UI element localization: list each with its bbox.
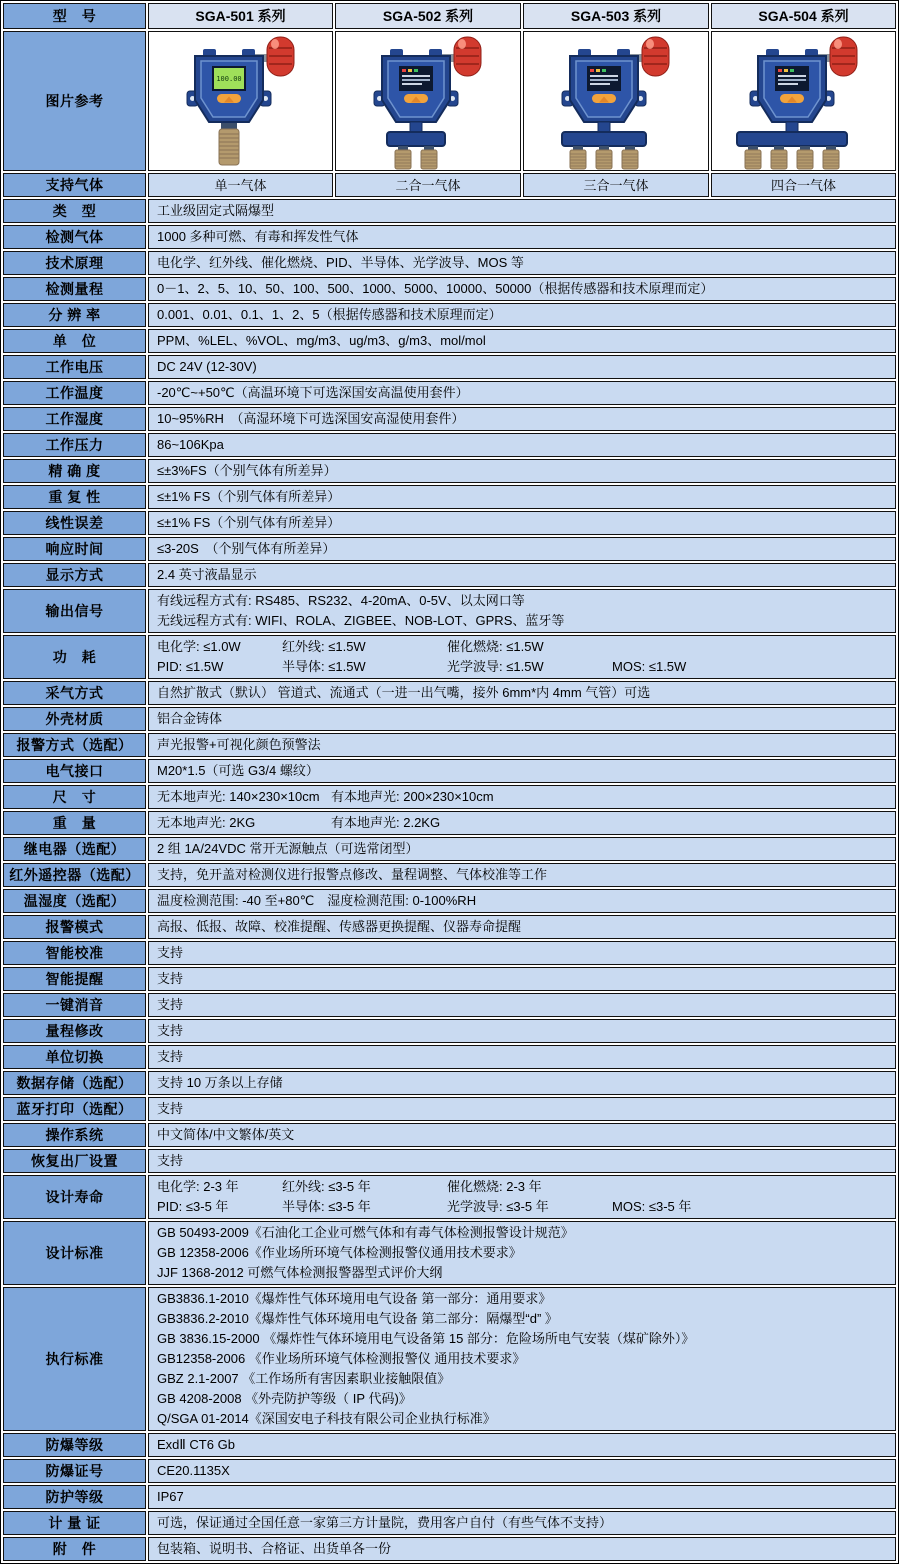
spec-table [1,1,898,1563]
spec-row [3,433,896,457]
spec-row [3,1019,896,1043]
row-label: 线性误差 [3,511,146,535]
value-cell: 半导体: ≤1.5W [282,659,366,674]
value-line: GB12358-2006 《作业场所环境气体检测报警仪 通用技术要求》 [157,1351,526,1366]
image-row [3,31,896,171]
device-image-sga-504 [714,32,894,170]
spec-row [3,1071,896,1095]
row-value: 支持 [148,1149,896,1173]
row-label: 智能校准 [3,941,146,965]
value-cell: PID: ≤3-5 年 [157,1199,229,1214]
row-value [148,1221,896,1285]
spec-row [3,1097,896,1121]
row-value: IP67 [148,1485,896,1509]
row-value: ≤±1% FS（个别气体有所差异） [148,485,896,509]
row-value: 电化学、红外线、催化燃烧、PID、半导体、光学波导、MOS 等 [148,251,896,275]
product-image-cell [335,31,521,171]
spec-row [3,733,896,757]
gas-sensors [387,122,445,169]
value-cell: 红外线: ≤3-5 年 [282,1179,371,1194]
row-label: 防爆证号 [3,1459,146,1483]
row-label: 执行标准 [3,1287,146,1431]
row-label: 附 件 [3,1537,146,1561]
row-label: 红外遥控器（选配） [3,863,146,887]
row-label: 蓝牙打印（选配） [3,1097,146,1121]
spec-row [3,537,896,561]
value-cell: 有本地声光: 200×230×10cm [331,789,494,804]
row-label: 精 确 度 [3,459,146,483]
supported-gas-cell: 二合一气体 [335,173,521,197]
row-value: 2.4 英寸液晶显示 [148,563,896,587]
row-label: 重 复 性 [3,485,146,509]
spec-row [3,785,896,809]
row-label: 设计标准 [3,1221,146,1285]
row-label: 量程修改 [3,1019,146,1043]
model-header: SGA-503 系列 [523,3,709,29]
spec-row [3,889,896,913]
spec-row [3,381,896,405]
row-value: 支持 [148,941,896,965]
row-label: 重 量 [3,811,146,835]
row-value [148,635,896,679]
value-line: GB 12358-2006《作业场所环境气体检测报警仪通用技术要求》 [157,1245,522,1260]
row-label: 恢复出厂设置 [3,1149,146,1173]
row-value [148,785,896,809]
spec-row [3,635,896,679]
spec-row [3,407,896,431]
value-cell: 催化燃烧: ≤1.5W [447,639,544,654]
row-value [148,589,896,633]
value-cell: 无本地声光: 140×230×10cm [157,789,320,804]
row-label: 型 号 [3,3,146,29]
spec-row [3,1287,896,1431]
supported-gas-cell: 四合一气体 [711,173,896,197]
row-value: M20*1.5（可选 G3/4 螺纹） [148,759,896,783]
row-label: 输出信号 [3,589,146,633]
spec-row [3,303,896,327]
row-label: 工作电压 [3,355,146,379]
spec-row [3,485,896,509]
spec-row [3,967,896,991]
row-label: 计 量 证 [3,1511,146,1535]
spec-row [3,707,896,731]
device-screen [587,66,621,91]
gas-sensors [219,123,239,165]
value-cell: 电化学: ≤1.0W [157,639,241,654]
row-label: 分 辨 率 [3,303,146,327]
row-label: 检测量程 [3,277,146,301]
spec-row [3,199,896,223]
value-line: GB3836.1-2010《爆炸性气体环境用电气设备 第一部分：通用要求》 [157,1291,552,1306]
value-line [157,813,887,833]
row-value [148,811,896,835]
value-line: GBZ 2.1-2007 《工作场所有害因素职业接触限值》 [157,1371,451,1386]
spec-row [3,1149,896,1173]
device-screen [399,66,433,91]
value-line: GB 4208-2008 《外壳防护等级（ IP 代码)》 [157,1391,412,1406]
row-label: 检测气体 [3,225,146,249]
model-header: SGA-504 系列 [711,3,896,29]
product-image-cell [711,31,896,171]
row-value: 支持 [148,1019,896,1043]
row-value: ExdⅡ CT6 Gb [148,1433,896,1457]
row-label: 操作系统 [3,1123,146,1147]
value-cell: MOS: ≤3-5 年 [612,1199,692,1214]
row-label: 温湿度（选配） [3,889,146,913]
spec-row [3,459,896,483]
value-line: 无线远程方式有: WIFI、ROLA、ZIGBEE、NOB-LOT、GPRS、蓝牙等 [157,613,565,628]
value-line: GB 50493-2009《石油化工企业可燃气体和有毒气体检测报警设计规范》 [157,1225,574,1240]
row-label: 单 位 [3,329,146,353]
row-value: 包装箱、说明书、合格证、出货单各一份 [148,1537,896,1561]
spec-row [3,225,896,249]
spec-row [3,355,896,379]
device-image-sga-503 [526,32,706,170]
supported-gas-cell: 单一气体 [148,173,333,197]
row-label: 智能提醒 [3,967,146,991]
row-label: 工作温度 [3,381,146,405]
row-value: ≤±3%FS（个别气体有所差异） [148,459,896,483]
row-label: 支持气体 [3,173,146,197]
spec-row [3,993,896,1017]
gas-row [3,173,896,197]
value-cell: 光学波导: ≤1.5W [447,659,544,674]
device-buttons [592,94,616,103]
row-label: 防爆等级 [3,1433,146,1457]
device-buttons [217,94,241,103]
row-label: 继电器（选配） [3,837,146,861]
row-label: 设计寿命 [3,1175,146,1219]
row-label: 电气接口 [3,759,146,783]
row-label: 单位切换 [3,1045,146,1069]
spec-row [3,511,896,535]
device-image-sga-502 [338,32,518,170]
row-label: 类 型 [3,199,146,223]
spec-row [3,915,896,939]
value-line [157,657,887,677]
row-label: 工作压力 [3,433,146,457]
row-value: CE20.1135X [148,1459,896,1483]
spec-row [3,563,896,587]
value-cell: 电化学: 2-3 年 [157,1179,239,1194]
spec-row [3,681,896,705]
header-row [3,3,896,29]
gas-sensors [562,122,646,169]
value-line [157,787,887,807]
row-value: 支持 [148,993,896,1017]
row-label: 报警模式 [3,915,146,939]
row-value: 工业级固定式隔爆型 [148,199,896,223]
row-label: 显示方式 [3,563,146,587]
spec-row [3,837,896,861]
spec-row [3,941,896,965]
row-value: 高报、低报、故障、校准提醒、传感器更换提醒、仪器寿命提醒 [148,915,896,939]
row-value: 温度检测范围: -40 至+80℃ 湿度检测范围: 0-100%RH [148,889,896,913]
spec-row [3,1175,896,1219]
value-cell: 催化燃烧: 2-3 年 [447,1179,542,1194]
supported-gas-cell: 三合一气体 [523,173,709,197]
value-cell: MOS: ≤1.5W [612,659,687,674]
row-value: PPM、%LEL、%VOL、mg/m3、ug/m3、g/m3、mol/mol [148,329,896,353]
row-value [148,1287,896,1431]
row-label: 一键消音 [3,993,146,1017]
value-cell: 有本地声光: 2.2KG [331,815,441,830]
value-line: 有线远程方式有: RS485、RS232、4-20mA、0-5V、以太网口等 [157,593,525,608]
row-value: 86~106Kpa [148,433,896,457]
row-label: 报警方式（选配） [3,733,146,757]
spec-row [3,589,896,633]
product-image-cell [148,31,333,171]
row-label: 采气方式 [3,681,146,705]
row-value: ≤±1% FS（个别气体有所差异） [148,511,896,535]
value-cell: 无本地声光: 2KG [157,815,256,830]
value-line [157,637,887,657]
row-value [148,1175,896,1219]
spec-row [3,251,896,275]
spec-row [3,1433,896,1457]
row-value: 0.001、0.01、0.1、1、2、5（根据传感器和技术原理而定） [148,303,896,327]
row-label: 技术原理 [3,251,146,275]
row-value: 1000 多种可燃、有毒和挥发性气体 [148,225,896,249]
spec-table-body [3,3,896,1561]
row-label: 尺 寸 [3,785,146,809]
row-value: 声光报警+可视化颜色预警法 [148,733,896,757]
spec-row [3,1221,896,1285]
value-cell: 半导体: ≤3-5 年 [282,1199,371,1214]
row-value: 自然扩散式（默认） 管道式、流通式（一进一出气嘴，接外 6mm*内 4mm 气管）可选 [148,681,896,705]
row-value: 支持 10 万条以上存储 [148,1071,896,1095]
row-label: 外壳材质 [3,707,146,731]
row-label: 防护等级 [3,1485,146,1509]
value-cell: 红外线: ≤1.5W [282,639,366,654]
spec-row [3,1045,896,1069]
row-value: 10~95%RH （高湿环境下可选深国安高湿使用套件） [148,407,896,431]
value-line [157,1197,887,1217]
row-value: 支持 [148,967,896,991]
device-screen [775,66,809,91]
value-cell: 光学波导: ≤3-5 年 [447,1199,549,1214]
row-value: 支持，免开盖对检测仪进行报警点修改、量程调整、气体校准等工作 [148,863,896,887]
row-value: 支持 [148,1097,896,1121]
value-line: Q/SGA 01-2014《深国安电子科技有限公司企业执行标准》 [157,1411,496,1426]
value-line: JJF 1368-2012 可燃气体检测报警器型式评价大纲 [157,1265,443,1280]
row-value: 0－1、2、5、10、50、100、500、1000、5000、10000、50000（根据传感器和技术原理而定） [148,277,896,301]
spec-row [3,329,896,353]
row-value: 支持 [148,1045,896,1069]
value-line: GB3836.2-2010《爆炸性气体环境用电气设备 第二部分：隔爆型“d” 》 [157,1311,558,1326]
row-value: 铝合金铸体 [148,707,896,731]
spec-row [3,1485,896,1509]
spec-row [3,863,896,887]
device-buttons [780,94,804,103]
row-value: 2 组 1A/24VDC 常开无源触点（可选常闭型） [148,837,896,861]
row-label: 功 耗 [3,635,146,679]
spec-row [3,759,896,783]
row-label: 图片参考 [3,31,146,171]
gas-sensors [737,122,847,169]
value-cell: PID: ≤1.5W [157,659,224,674]
spec-row [3,1511,896,1535]
device-image-sga-501 [151,32,331,170]
model-header: SGA-502 系列 [335,3,521,29]
spec-row [3,811,896,835]
model-header: SGA-501 系列 [148,3,333,29]
svg-text:100.00: 100.00 [215,75,242,83]
row-label: 响应时间 [3,537,146,561]
spec-row [3,1537,896,1561]
row-value: ≤3-20S （个别气体有所差异） [148,537,896,561]
row-value: -20℃~+50℃（高温环境下可选深国安高温使用套件） [148,381,896,405]
row-value: 可选，保证通过全国任意一家第三方计量院，费用客户自付（有些气体不支持） [148,1511,896,1535]
spec-row [3,277,896,301]
row-label: 工作湿度 [3,407,146,431]
row-label: 数据存储（选配） [3,1071,146,1095]
spec-row [3,1459,896,1483]
device-screen [212,66,246,91]
row-value: 中文简体/中文繁体/英文 [148,1123,896,1147]
value-line [157,1177,887,1197]
device-buttons [404,94,428,103]
product-image-cell [523,31,709,171]
row-value: DC 24V (12-30V) [148,355,896,379]
value-line: GB 3836.15-2000 《爆炸性气体环境用电气设备第 15 部分：危险场所电气安装（煤矿除外）》 [157,1331,695,1346]
spec-row [3,1123,896,1147]
